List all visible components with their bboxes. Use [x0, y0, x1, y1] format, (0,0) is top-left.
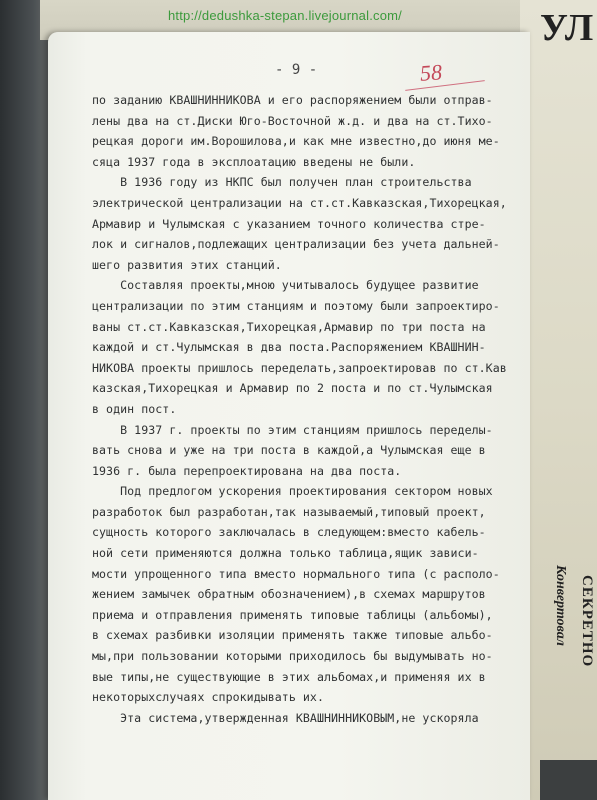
text-line: разработок был разработан,так называемый,типовый проект, [92, 504, 486, 519]
document-body [92, 90, 517, 728]
stamp-secret-label: СЕКРЕТНО [579, 575, 595, 668]
text-line: ной сети применяются должна только таблица,ящик зависи- [92, 546, 479, 561]
text-line: централизации по этим станциям и поэтому были запроектиро- [92, 298, 500, 313]
text-line: казская,Тихорецкая и Армавир по 2 поста и по ст.Чулымская [92, 381, 493, 396]
text-line: мы,при пользовании которыми приходилось бы выдумывать но- [92, 649, 493, 664]
text-line: в один пост. [92, 401, 177, 416]
text-line: приема и отправления применять типовые таблицы (альбомы), [92, 607, 493, 622]
folder-title: УЛ [540, 7, 596, 49]
text-line: электрической централизации на ст.ст.Кавказская,Тихорецкая, [92, 195, 507, 210]
text-line: сяца 1937 года в эксплоатацию введены не были. [92, 154, 416, 169]
text-line: лок и сигналов,подлежащих централизации без учета дальней- [92, 237, 500, 252]
text-line: мости упрощенного типа вместо нормального типа (с располо- [92, 566, 500, 581]
text-line: В 1937 г. проекты по этим станциям пришлось переделы- [92, 422, 493, 437]
text-line: некоторыхслучаях спрокидывать их. [92, 690, 324, 705]
text-line: ваны ст.ст.Кавказская,Тихорецкая,Армавир по три поста на [92, 319, 486, 334]
text-line: В 1936 году из НКПС был получен план строительства [92, 175, 472, 190]
secret-stamp [540, 555, 597, 755]
desk-corner [540, 760, 597, 800]
watermark-url: http://dedushka-stepan.livejournal.com/ [168, 8, 402, 23]
text-line: каждой и ст.Чулымская в два поста.Распоряжением КВАШНИН- [92, 340, 486, 355]
stamp-convert-label: Конвертовал [553, 565, 568, 646]
text-line: по заданию КВАШНИННИКОВА и его распоряжением были отправ- [92, 93, 493, 107]
text-line: Эта система,утвержденная КВАШНИННИКОВЫМ,не ускоряла [92, 710, 479, 725]
page-number: - 9 - [275, 62, 318, 78]
text-line: шего развития этих станций. [92, 257, 282, 272]
text-line: сущность которого заключалась в следующем:вместо кабель- [92, 525, 486, 540]
text-line: 1936 г. была перепроектирована на два поста. [92, 463, 402, 478]
text-line: вать снова и уже на три поста в каждой,а Чулымская еще в [92, 443, 486, 458]
text-line: Под предлогом ускорения проектирования сектором новых [92, 484, 493, 499]
text-line: НИКОВА проекты пришлось переделать,запроектировав по ст.Кав [92, 360, 507, 375]
text-line: Составляя проекты,мною учитывалось будущее развитие [92, 278, 479, 293]
text-line: Армавир и Чулымская с указанием точного количества стре- [92, 216, 486, 231]
text-line: жением замычек обратным обозначением),в схемах маршрутов [92, 587, 486, 602]
text-line: вые типы,не существующие в этих альбомах,и применяя их в [92, 669, 486, 684]
folio-number: 58 [419, 59, 443, 86]
text-line: в схемах разбивки изоляции применять также типовые альбо- [92, 628, 493, 643]
text-line: рецкая дороги им.Ворошилова,и как мне известно,до июня ме- [92, 134, 500, 149]
text-line: лены два на ст.Диски Юго-Восточной ж.д. и два на ст.Тихо- [92, 113, 493, 128]
